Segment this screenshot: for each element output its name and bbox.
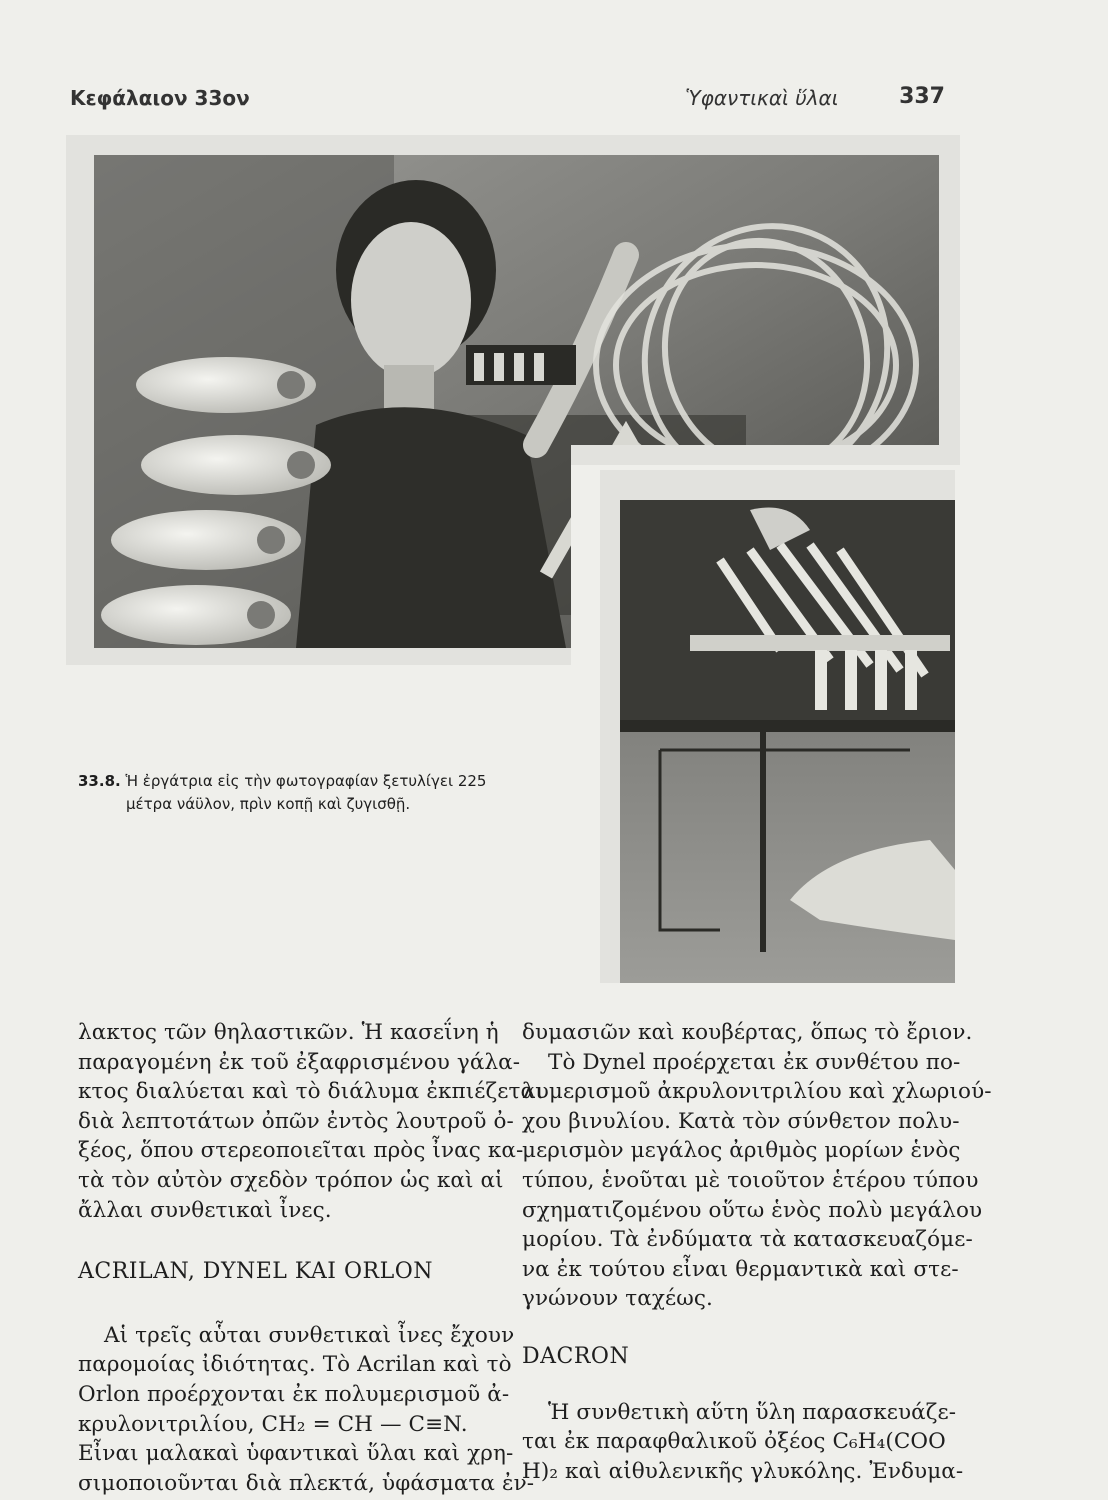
text-line: ἄλλαι συνθετικαὶ ἶνες. bbox=[78, 1197, 332, 1223]
text-line: μερισμὸν μεγάλος ἀριθμὸς μορίων ἑνὸς bbox=[522, 1138, 961, 1164]
text-line: κτος διαλύεται καὶ τὸ διάλυμα ἐκπιέζεται bbox=[78, 1079, 544, 1105]
caption-line: Ἡ ἐργάτρια εἰς τὴν φωτογραφίαν ξετυλίγει 225 bbox=[125, 772, 487, 790]
text-line: λακτος τῶν θηλαστικῶν. Ἡ κασεΐνη ἡ bbox=[78, 1020, 499, 1045]
section-heading: DACRON bbox=[522, 1343, 630, 1369]
text-line: λυμερισμοῦ ἀκρυλονιτριλίου καὶ χλωριού- bbox=[522, 1079, 992, 1105]
text-line: τὰ τὸν αὐτὸν σχεδὸν τρόπον ὡς καὶ αἱ bbox=[78, 1167, 504, 1193]
text-line: κρυλονιτριλίου, CH₂ = CH — C≡N. bbox=[78, 1411, 468, 1437]
section-title: Ὑφαντικαὶ ὕλαι bbox=[685, 86, 839, 110]
right-column bbox=[522, 1018, 992, 1486]
text-line: ται ἐκ παραφθαλικοῦ ὀξέος C₆H₄(COO bbox=[522, 1429, 946, 1455]
inset-photo bbox=[600, 470, 955, 983]
text-line: μορίου. Τὰ ἐνδύματα τὰ κατασκευαζόμε- bbox=[522, 1227, 973, 1253]
text-line: Αἱ τρεῖς αὗται συνθετικαὶ ἶνες ἔχουν bbox=[104, 1322, 515, 1348]
text-line: σιμοποιοῦνται διὰ πλεκτά, ὑφάσματα ἐν- bbox=[78, 1470, 535, 1496]
caption-number: 33.8. bbox=[78, 772, 121, 790]
text-line: ξέος, ὅπου στερεοποιεῖται πρὸς ἶνας κα- bbox=[78, 1138, 524, 1164]
text-line: χου βινυλίου. Κατὰ τὸν σύνθετον πολυ- bbox=[522, 1108, 960, 1134]
text-line: σχηματιζομένου οὕτω ἑνὸς πολὺ μεγάλου bbox=[522, 1197, 983, 1223]
text-line: Ἡ συνθετικὴ αὕτη ὕλη παρασκευάζε- bbox=[548, 1399, 957, 1425]
text-line: Τὸ Dynel προέρχεται ἐκ συνθέτου πο- bbox=[548, 1049, 961, 1075]
text-line: Orlon προέρχονται ἐκ πολυμερισμοῦ ἀ- bbox=[78, 1381, 510, 1407]
text-line: γνώνουν ταχέως. bbox=[522, 1286, 713, 1312]
text-line: παραγομένη ἐκ τοῦ ἐξαφρισμένου γάλα- bbox=[78, 1049, 521, 1075]
left-column bbox=[78, 1018, 544, 1498]
text-line: διὰ λεπτοτάτων ὀπῶν ἐντὸς λουτροῦ ὀ- bbox=[78, 1108, 514, 1134]
text-line: να ἐκ τούτου εἶναι θερμαντικὰ καὶ στε- bbox=[522, 1256, 959, 1282]
chapter-label: Κεφάλαιον 33ον bbox=[70, 86, 250, 110]
text-line: H)₂ καὶ αἰθυλενικῆς γλυκόλης. Ἐνδυμα- bbox=[522, 1458, 964, 1484]
running-header bbox=[685, 86, 945, 110]
figure-caption bbox=[78, 770, 598, 816]
text-line: παρομοίας ἰδιότητας. Τὸ Acrilan καὶ τὸ bbox=[78, 1352, 512, 1378]
text-line: Εἶναι μαλακαὶ ὑφαντικαὶ ὕλαι καὶ χρη- bbox=[78, 1441, 514, 1467]
page-number: 337 bbox=[899, 84, 945, 109]
section-heading: ACRILAN, DYNEL KAI ORLON bbox=[78, 1259, 433, 1285]
caption-line: μέτρα νάϋλον, πρὶν κοπῇ καὶ ζυγισθῇ. bbox=[126, 795, 411, 813]
text-line: τύπου, ἑνοῦται μὲ τοιοῦτον ἑτέρου τύπου bbox=[522, 1167, 979, 1193]
text-line: δυμασιῶν καὶ κουβέρτας, ὅπως τὸ ἔριον. bbox=[522, 1020, 973, 1045]
